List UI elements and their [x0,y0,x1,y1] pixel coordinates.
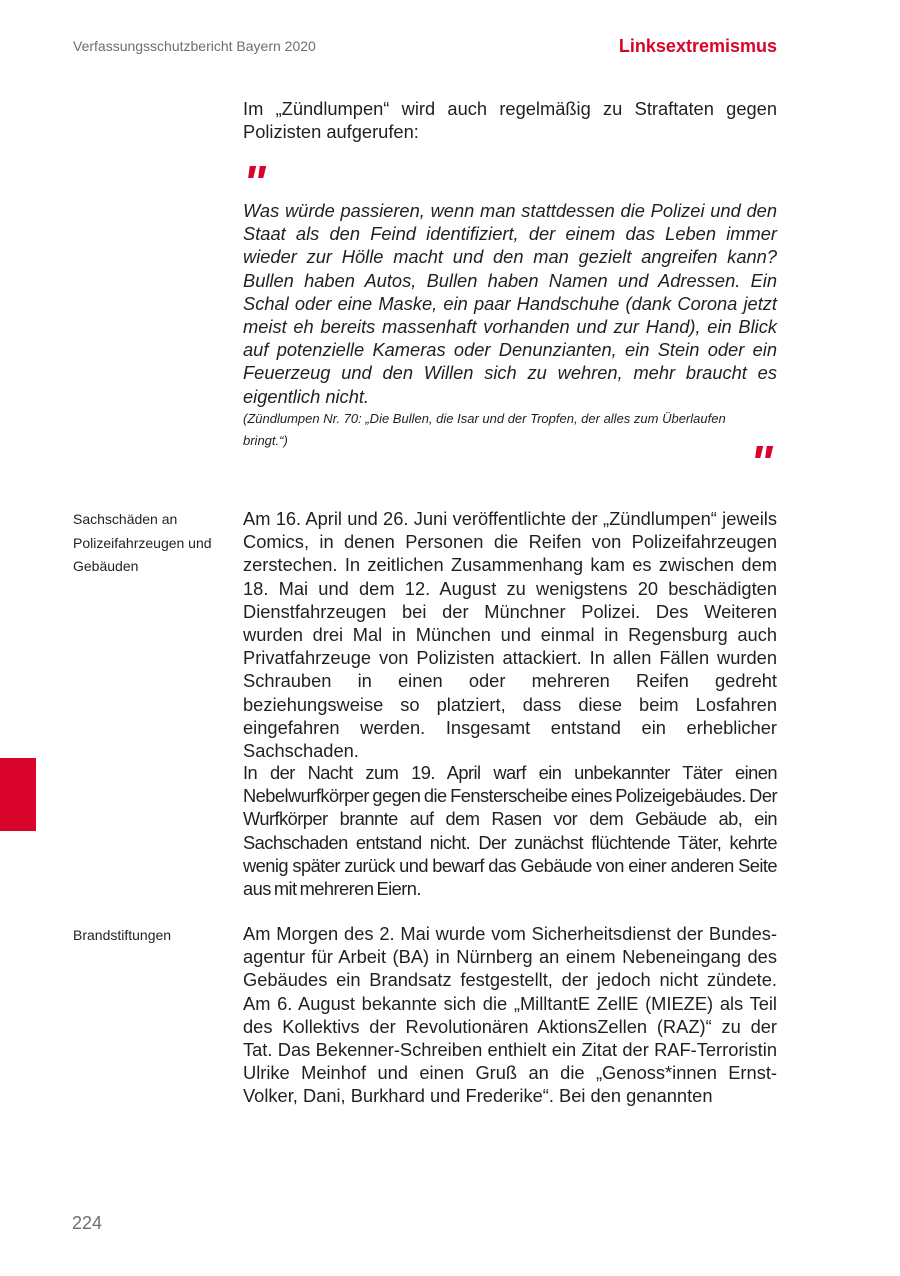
closing-quote-mark: " [750,437,771,490]
paragraph-brandstiftungen: Am Morgen des 2. Mai wurde vom Sicherheitsdienst der Bundesagentur für Arbeit (BA) in Nürnberg an einem Nebeneingang des Gebäudes ein Brandsatz festgestellt, der jedoch nicht zündete. Am 6. August bekannte sich die „MilltantE ZellE (MIEZE) als Teil des Kollektivs der Revolutionären AktionsZellen (RAZ)“ zu der Tat. Das Bekenner-Schreiben enthielt ein Zitat der RAF-Terroristin Ulrike Meinhof und einen Gruß an die „Genoss*innen Ernst-Volker, Dani, Burkhard und Frederike“. Bei den genannten [243,923,777,1107]
intro-paragraph: Im „Zündlumpen“ wird auch regelmäßig zu Straftaten gegen Polizisten aufgerufen: [243,98,777,143]
quote-source: (Zündlumpen Nr. 70: „Die Bullen, die Isar und der Tropfen, der alles zum Überlaufen bringt.“) [243,411,726,448]
paragraph-sachschaeden-1: Am 16. April und 26. Juni veröffentlichte der „Zündlumpen“ jeweils Comics, in denen Personen die Reifen von Polizeifahrzeugen zerstechen. In zeitlichen Zusammenhang kam es zwischen dem 18. Mai und dem 12. August zu wenigstens 20 beschädigten Dienstfahrzeugen bei der Münchner Polizei. Des Weiteren wurden drei Mal in München und einmal in Regensburg auch Privatfahrzeuge von Polizisten attackiert. In allen Fällen wurden Schrauben in einen oder mehreren Reifen gedreht beziehungsweise so platziert, dass diese beim Losfahren eingefahren werden. Insgesamt entstand ein erheblicher Sachschaden. [243,508,777,762]
section-title: Linksextremismus [618,36,777,56]
opening-quote-mark: " [243,157,264,210]
paragraph-sachschaeden-2: In der Nacht zum 19. April warf ein unbekannter Täter einen Nebelwurfkörper gegen die Fensterscheibe eines Polizeigebäudes. Der Wurfkörper brannte auf dem Rasen vor dem Gebäude ab, ein Sachschaden entstand nicht. Der zunächst flüchtende Täter, kehrte wenig später zurück und bewarf das Gebäude von einer anderen Seite aus mit mehreren Eiern. [243,762,777,900]
side-label-brandstiftungen: Brandstiftungen [73,927,172,943]
page-number: 224 [72,1213,103,1233]
chapter-tab-marker [0,758,36,831]
running-header-title: Verfassungsschutzbericht Bayern 2020 [73,38,316,54]
side-label-sachschaeden: Sachschäden an Polizeifahrzeugen und Gebäuden [73,511,212,574]
quote-text: Was würde passieren, wenn man stattdessen die Polizei und den Staat als den Feind identifiziert, der einem das Leben immer wieder zur Hölle macht und den man gezielt angreifen kann? Bullen haben Autos, Bullen haben Namen und Adressen. Ein Schal oder eine Maske, ein paar Handschuhe (dank Corona jetzt meist eh bereits massenhaft vorhanden und zur Hand), ein Blick auf potenzielle Kameras oder Denunzianten, ein Stein oder ein Feuerzeug und den Willen sich zu wehren, mehr braucht es eigentlich nicht. [243,200,777,407]
